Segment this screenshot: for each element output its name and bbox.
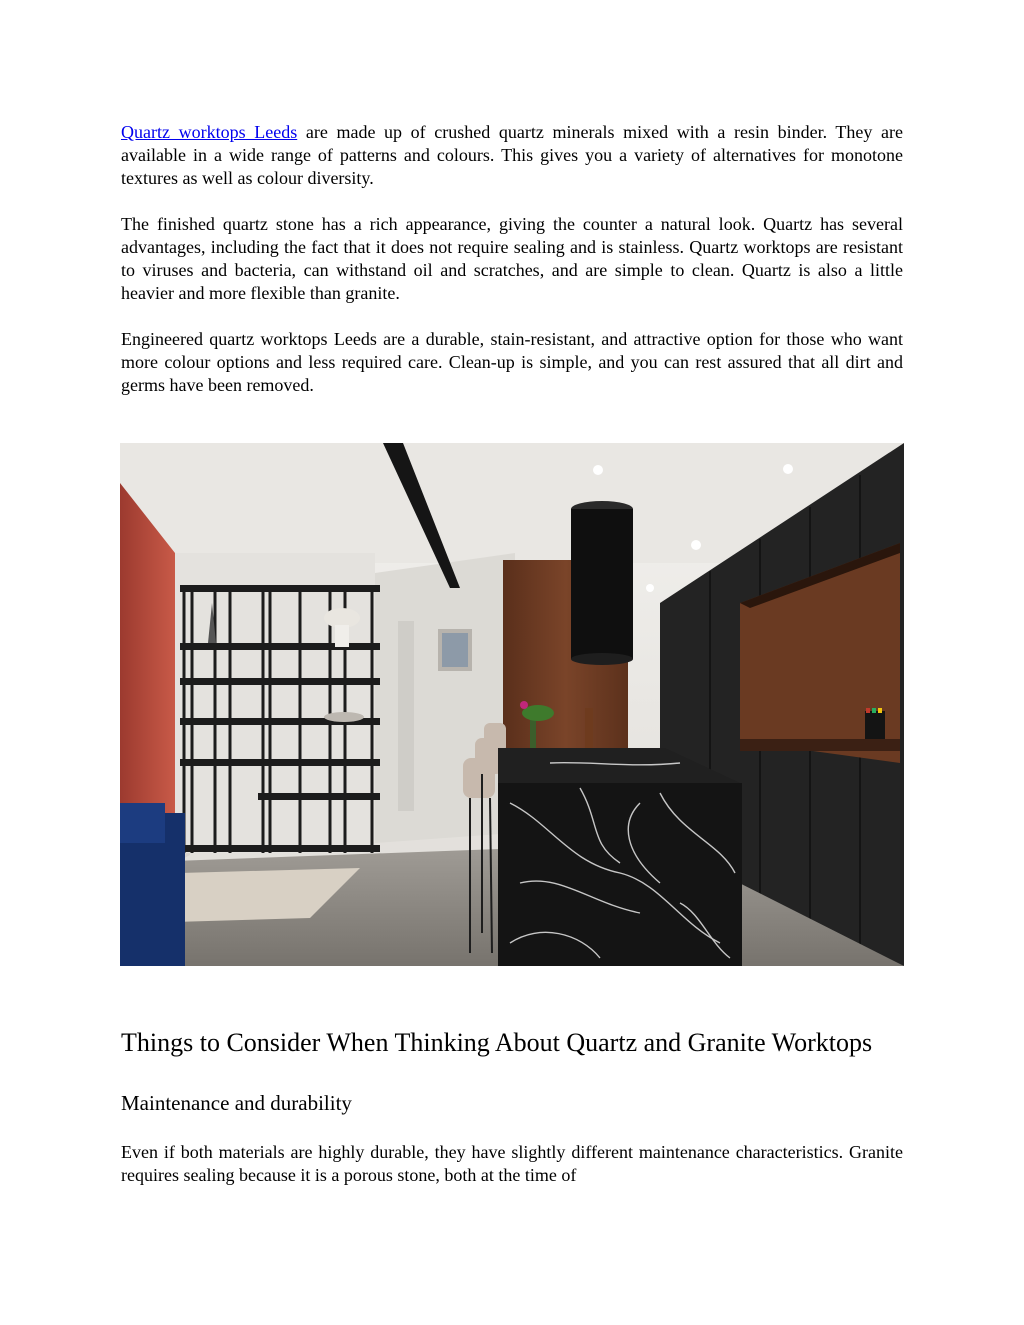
- kitchen-photo: [120, 443, 904, 966]
- quartz-advantages-paragraph: The finished quartz stone has a rich appearance, giving the counter a natural look. Quartz has several advantages, including the fact that it does not require sealing and is stainless. Quartz worktops are resistant to viruses and bacteria, can withstand oil and scratches, and are simple to clean. Quartz is also a little heavier and more flexible than granite.: [121, 214, 903, 303]
- intro-paragraph: [121, 121, 903, 190]
- maintenance-paragraph: Even if both materials are highly durable, they have slightly different maintenance characteristics. Granite requires sealing because it is a porous stone, both at the time of: [121, 1142, 903, 1185]
- engineered-quartz-paragraph: Engineered quartz worktops Leeds are a durable, stain-resistant, and attractive option for those who want more colour options and less required care. Clean-up is simple, and you can rest assured that all dirt and germs have been removed.: [121, 329, 903, 395]
- subsection-heading: Maintenance and durability: [121, 1091, 352, 1115]
- intro-paragraph-text: are made up of crushed quartz minerals mixed with a resin binder. They are available in a wide range of patterns and colours. This gives you a variety of alternatives for monotone textures as well as colour diversity.: [121, 122, 903, 188]
- section-heading: Things to Consider When Thinking About Quartz and Granite Worktops: [121, 1028, 873, 1057]
- quartz-worktops-leeds-link[interactable]: Quartz worktops Leeds: [121, 122, 298, 142]
